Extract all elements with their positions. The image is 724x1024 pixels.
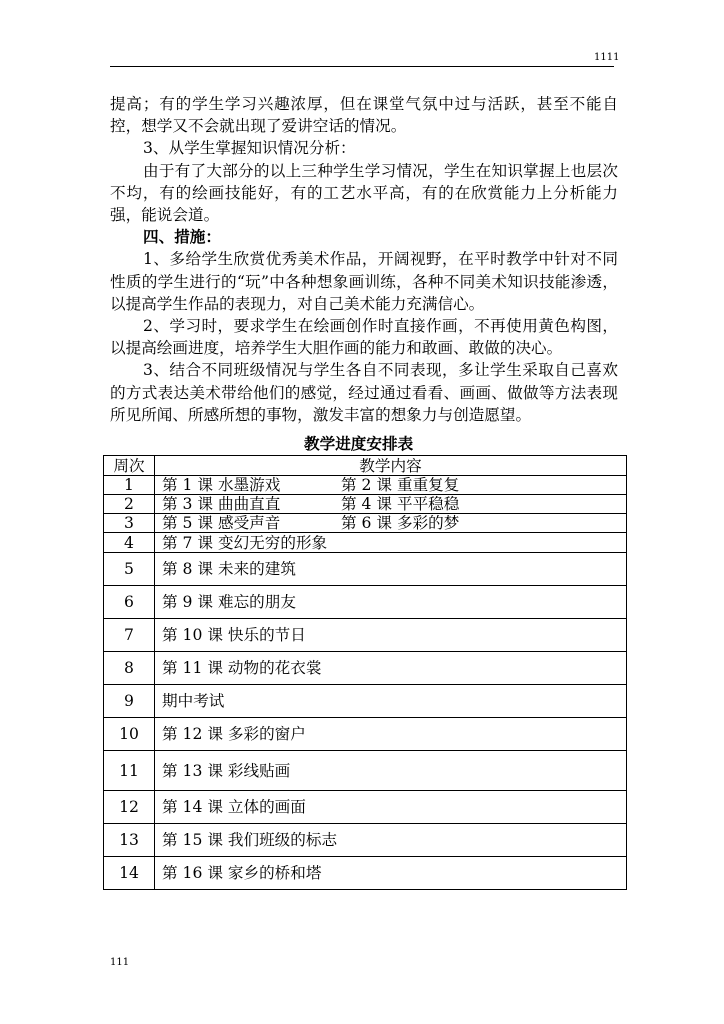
- table-header-row: [104, 456, 627, 476]
- week-cell: 5: [104, 553, 155, 586]
- table-row: [104, 514, 627, 533]
- lesson-cell: 第 12 课 多彩的窗户: [155, 718, 627, 751]
- footer-page-number: 111: [110, 957, 130, 968]
- table-row: [104, 553, 627, 586]
- week-cell: 7: [104, 619, 155, 652]
- lesson-cell: 第 11 课 动物的花衣裳: [155, 652, 627, 685]
- week-cell: 1: [104, 476, 155, 495]
- week-cell: 14: [104, 857, 155, 890]
- lesson-cell: 第 1 课 水墨游戏: [162, 476, 281, 494]
- paragraph: 由于有了大部分的以上三种学生学习情况，学生在知识掌握上也层次不均，有的绘画技能好，有的工艺水平高，有的在欣赏能力上分析能力强，能说会道。: [110, 161, 618, 225]
- body-text: [110, 93, 618, 426]
- week-cell: 10: [104, 718, 155, 751]
- lesson-cell: 第 3 课 曲曲直直: [162, 495, 281, 513]
- lesson-cell: 第 7 课 变幻无穷的形象: [155, 533, 627, 553]
- table-row: [104, 619, 627, 652]
- paragraph: 3、从学生掌握知识情况分析：: [143, 139, 356, 158]
- lesson-cell: 第 14 课 立体的画面: [155, 791, 627, 824]
- paragraph: 3、结合不同班级情况与学生各自不同表现，多让学生采取自己喜欢的方式表达美术带给他们的感觉，经过通过看看、画画、做做等方法表现所见所闻、所感所想的事物，激发丰富的想象力与创造愿望。: [110, 361, 618, 424]
- lesson-cell: 第 13 课 彩线贴画: [155, 751, 627, 791]
- week-cell: 8: [104, 652, 155, 685]
- table-row: [104, 586, 627, 619]
- table-row: [104, 857, 627, 890]
- lesson-cell: 第 4 课 平平稳稳: [341, 495, 460, 513]
- table-row: [104, 533, 627, 553]
- table-row: [104, 718, 627, 751]
- table-row: [104, 824, 627, 857]
- schedule-table: [103, 455, 627, 890]
- week-cell: 13: [104, 824, 155, 857]
- week-cell: 9: [104, 685, 155, 718]
- paragraph: 提高；有的学生学习兴趣浓厚，但在课堂气氛中过与活跃，甚至不能自控，想学又不会就出现了爱讲空话的情况。: [110, 95, 618, 136]
- header-rule: [110, 66, 614, 67]
- table-row: [104, 495, 627, 514]
- lesson-cell: 第 10 课 快乐的节日: [155, 619, 627, 652]
- paragraph: 1、多给学生欣赏优秀美术作品，开阔视野，在平时教学中针对不同性质的学生进行的“玩”中各种想象画训练，各种不同美术知识技能渗透，以提高学生作品的表现力，对自己美术能力充满信心。: [110, 250, 618, 313]
- week-cell: 4: [104, 533, 155, 553]
- week-cell: 3: [104, 514, 155, 533]
- lesson-cell: 期中考试: [155, 685, 627, 718]
- table-title: 教学进度安排表: [304, 434, 414, 453]
- lesson-cell: 第 5 课 感受声音: [162, 514, 281, 532]
- lesson-cell: 第 15 课 我们班级的标志: [155, 824, 627, 857]
- paragraph: 2、学习时，要求学生在绘画创作时直接作画，不再使用黄色构图，以提高绘画进度，培养学生大胆作画的能力和敢画、敢做的决心。: [110, 317, 618, 358]
- header-content: 教学内容: [155, 456, 627, 476]
- week-cell: 2: [104, 495, 155, 514]
- table-row: [104, 751, 627, 791]
- week-cell: 12: [104, 791, 155, 824]
- table-row: [104, 791, 627, 824]
- table-row: [104, 685, 627, 718]
- header-page-number: 1111: [594, 52, 620, 63]
- lesson-cell: 第 6 课 多彩的梦: [341, 514, 460, 532]
- lesson-cell: 第 9 课 难忘的朋友: [155, 586, 627, 619]
- table-row: [104, 652, 627, 685]
- section-heading: 四、措施：: [143, 227, 221, 247]
- lesson-cell: 第 16 课 家乡的桥和塔: [155, 857, 627, 890]
- week-cell: 6: [104, 586, 155, 619]
- header-week: 周次: [104, 456, 155, 476]
- week-cell: 11: [104, 751, 155, 791]
- lesson-cell: 第 8 课 未来的建筑: [155, 553, 627, 586]
- table-row: [104, 476, 627, 495]
- lesson-cell: 第 2 课 重重复复: [341, 476, 460, 494]
